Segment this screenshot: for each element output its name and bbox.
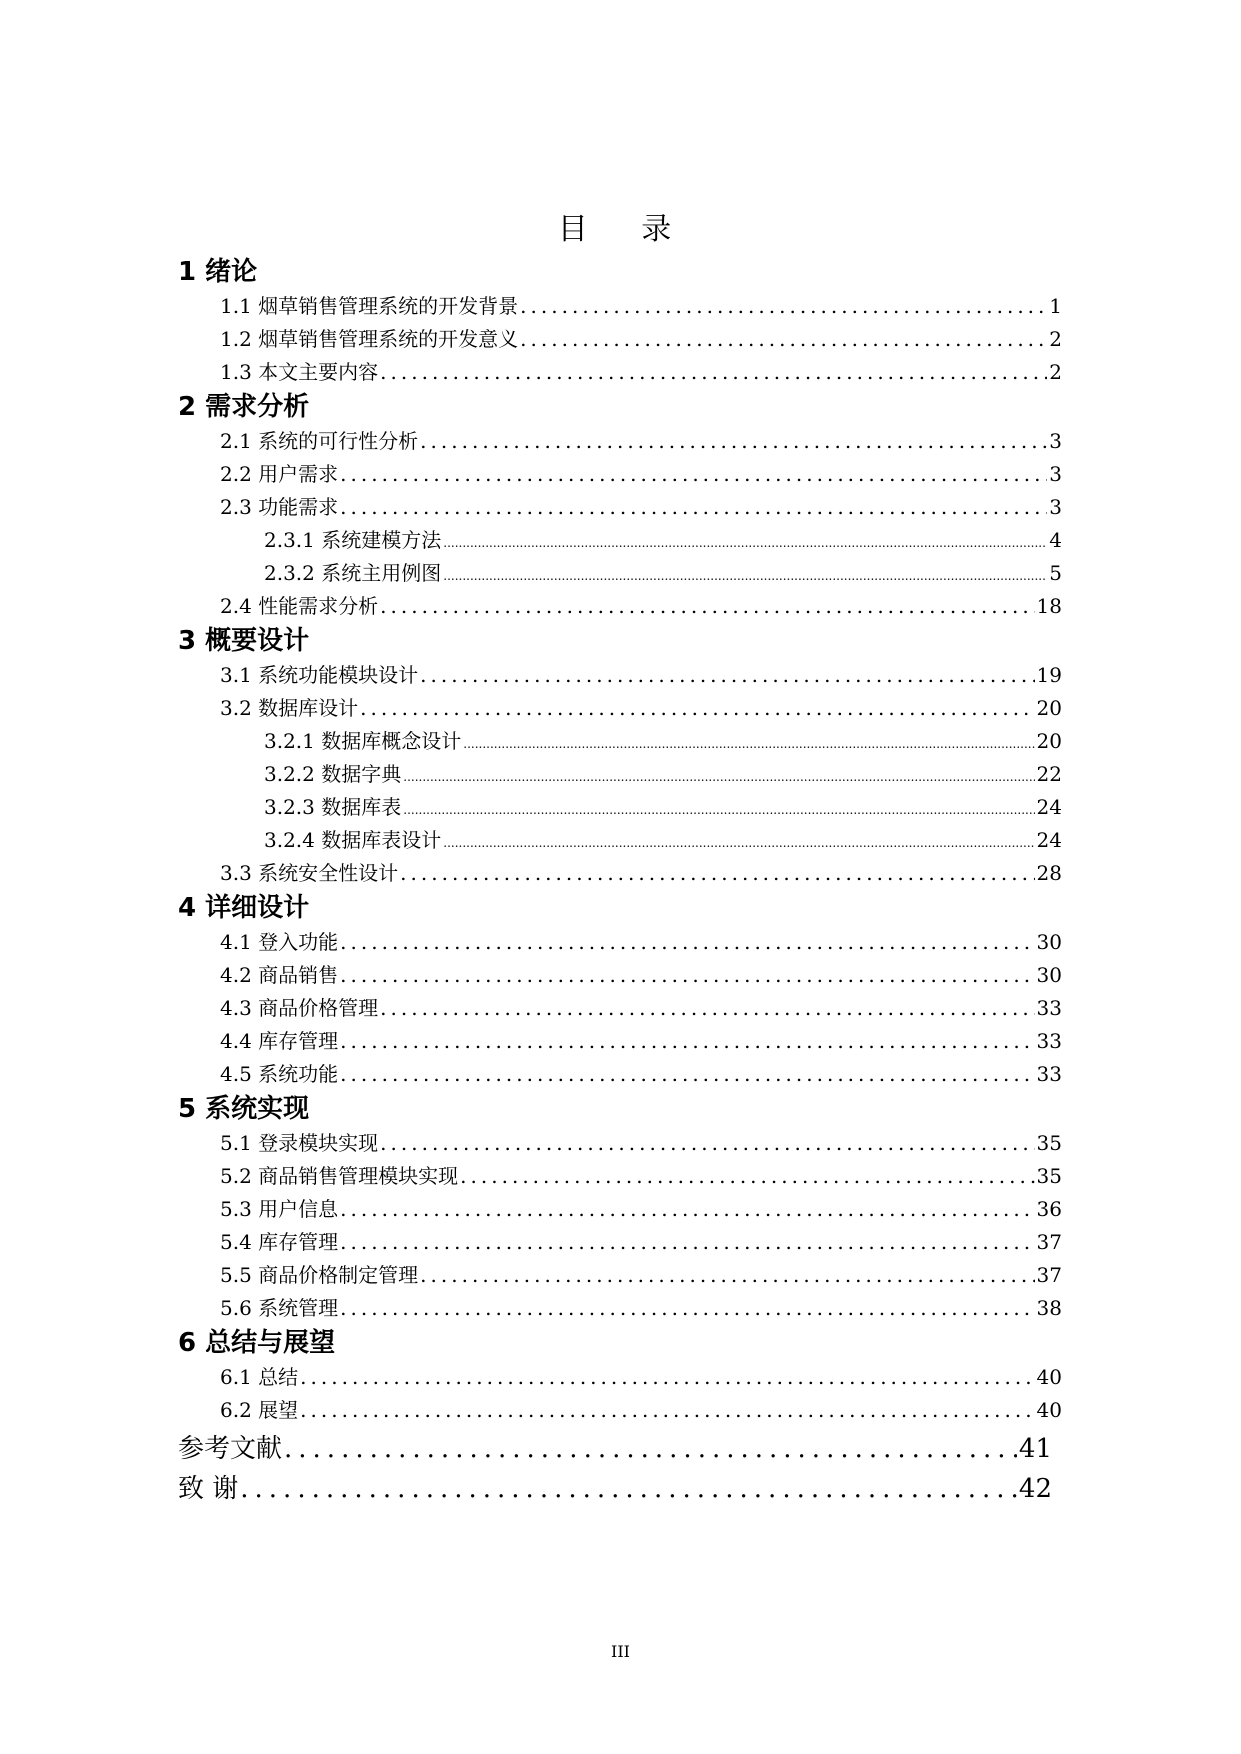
toc-entry-label: 1.1 烟草销售管理系统的开发背景 — [220, 294, 519, 318]
dot-leader — [520, 323, 1047, 356]
dot-leader — [420, 659, 1034, 692]
dot-leader — [284, 1429, 1017, 1469]
toc-entry-label: 致 谢 — [178, 1474, 239, 1504]
toc-entry-label: 5.3 用户信息 — [220, 1197, 339, 1221]
toc-entry — [178, 1127, 1062, 1160]
dot-leader — [380, 590, 1034, 623]
dot-leader — [380, 356, 1047, 389]
toc-entry — [178, 1226, 1062, 1259]
toc-entry-label: 1.2 烟草销售管理系统的开发意义 — [220, 327, 519, 351]
toc-entry — [178, 1058, 1062, 1091]
dot-leader — [443, 560, 1047, 593]
toc-entry — [178, 290, 1062, 323]
toc-entry-label: 4.3 商品价格管理 — [220, 996, 379, 1020]
toc-entry — [178, 992, 1062, 1025]
dot-leader — [420, 1259, 1034, 1292]
toc-entry — [178, 1193, 1062, 1226]
toc-entry-label: 3.2.4 数据库表设计 — [264, 828, 442, 852]
toc-entry-label: 3.2.3 数据库表 — [264, 795, 402, 819]
toc-entry — [178, 323, 1062, 356]
toc-entry — [178, 791, 1062, 824]
dot-leader — [403, 794, 1034, 827]
dot-leader — [380, 1127, 1034, 1160]
toc-entry-label: 4.2 商品销售 — [220, 963, 339, 987]
toc-entry-page-number: 40 — [1036, 1365, 1062, 1389]
toc-entry — [178, 425, 1062, 458]
dot-leader — [340, 926, 1034, 959]
toc-entry-page-number: 20 — [1036, 729, 1062, 753]
dot-leader — [340, 458, 1047, 491]
toc-entry-label: 2.4 性能需求分析 — [220, 594, 379, 618]
toc-entry-label: 2.2 用户需求 — [220, 462, 339, 486]
toc-entry-page-number: 28 — [1036, 861, 1062, 885]
toc-entry-page-number: 33 — [1036, 1029, 1062, 1053]
toc-entry-label: 4.5 系统功能 — [220, 1062, 339, 1086]
toc-entry-page-number: 33 — [1036, 1062, 1062, 1086]
toc-entry-page-number: 2 — [1049, 327, 1062, 351]
toc-entry-label: 5.6 系统管理 — [220, 1296, 339, 1320]
toc-entry-page-number: 30 — [1036, 930, 1062, 954]
toc-entry-label: 2.3.2 系统主用例图 — [264, 561, 442, 585]
toc-entry-label: 3.2 数据库设计 — [220, 696, 359, 720]
toc-entry — [178, 959, 1062, 992]
dot-leader — [443, 527, 1047, 560]
dot-leader — [463, 728, 1034, 761]
toc-entry-page-number: 38 — [1036, 1296, 1062, 1320]
toc-entry-page-number: 4 — [1049, 528, 1062, 552]
dot-leader — [400, 857, 1034, 890]
toc-entry-label: 6.1 总结 — [220, 1365, 299, 1389]
toc-entry — [178, 1160, 1062, 1193]
toc-entry-page-number: 37 — [1036, 1263, 1062, 1287]
toc-entry — [178, 1025, 1062, 1058]
toc-entry-page-number: 42 — [1018, 1474, 1052, 1504]
toc-entry — [178, 1429, 1052, 1469]
dot-leader — [420, 425, 1047, 458]
toc-entry-label: 5.2 商品销售管理模块实现 — [220, 1164, 459, 1188]
toc-entry — [178, 524, 1062, 557]
toc-entry-page-number: 30 — [1036, 963, 1062, 987]
toc-entry-page-number: 5 — [1049, 561, 1062, 585]
toc-entry — [178, 659, 1062, 692]
dot-leader — [240, 1469, 1017, 1509]
toc-entry-label: 2.3 功能需求 — [220, 495, 339, 519]
page-number: III — [611, 1642, 630, 1661]
toc-entry-label: 6.2 展望 — [220, 1398, 299, 1422]
toc-entry-page-number: 2 — [1049, 360, 1062, 384]
toc-entry — [178, 857, 1062, 890]
toc-entry — [178, 1292, 1062, 1325]
toc-entry-label: 参考文献 — [178, 1434, 283, 1464]
toc-entry-label: 2.3.1 系统建模方法 — [264, 528, 442, 552]
toc-entry-label: 5.5 商品价格制定管理 — [220, 1263, 419, 1287]
toc-entry-page-number: 35 — [1036, 1131, 1062, 1155]
dot-leader — [443, 827, 1034, 860]
dot-leader — [340, 491, 1047, 524]
toc-entry — [178, 926, 1062, 959]
dot-leader — [380, 992, 1034, 1025]
toc-entry-label: 3.2.1 数据库概念设计 — [264, 729, 462, 753]
toc-entry-page-number: 37 — [1036, 1230, 1062, 1254]
toc-chapter-heading: 5 系统实现 — [178, 1094, 310, 1124]
toc-entry-page-number: 20 — [1036, 696, 1062, 720]
toc-entry-label: 4.1 登入功能 — [220, 930, 339, 954]
toc-entry-label: 3.3 系统安全性设计 — [220, 861, 399, 885]
dot-leader — [340, 959, 1034, 992]
toc-entry — [178, 557, 1062, 590]
dot-leader — [403, 761, 1034, 794]
toc-entry — [178, 356, 1062, 389]
toc-entry — [178, 1469, 1052, 1509]
toc-entry-page-number: 33 — [1036, 996, 1062, 1020]
toc-entry — [178, 725, 1062, 758]
toc-entry-page-number: 3 — [1049, 462, 1062, 486]
dot-leader — [300, 1361, 1034, 1394]
toc-entry-page-number: 22 — [1036, 762, 1062, 786]
toc-entry — [178, 758, 1062, 791]
table-of-contents — [178, 254, 1062, 1509]
toc-entry-label: 4.4 库存管理 — [220, 1029, 339, 1053]
dot-leader — [360, 692, 1034, 725]
toc-entry — [178, 1259, 1062, 1292]
dot-leader — [340, 1226, 1034, 1259]
page-title: 目 录 — [557, 212, 694, 247]
toc-entry-page-number: 24 — [1036, 828, 1062, 852]
toc-entry-label: 1.3 本文主要内容 — [220, 360, 379, 384]
toc-entry — [178, 1361, 1062, 1394]
dot-leader — [300, 1394, 1034, 1427]
dot-leader — [340, 1025, 1034, 1058]
toc-entry-page-number: 24 — [1036, 795, 1062, 819]
toc-entry — [178, 458, 1062, 491]
toc-entry-label: 3.2.2 数据字典 — [264, 762, 402, 786]
toc-entry-page-number: 1 — [1049, 294, 1062, 318]
toc-entry-page-number: 3 — [1049, 429, 1062, 453]
toc-entry-page-number: 41 — [1018, 1434, 1052, 1464]
toc-chapter-heading: 1 绪论 — [178, 257, 258, 287]
toc-chapter-heading: 4 详细设计 — [178, 893, 310, 923]
toc-chapter-heading: 2 需求分析 — [178, 392, 310, 422]
toc-entry — [178, 491, 1062, 524]
dot-leader — [340, 1292, 1034, 1325]
toc-chapter-heading: 3 概要设计 — [178, 626, 310, 656]
toc-entry-page-number: 19 — [1036, 663, 1062, 687]
dot-leader — [340, 1058, 1034, 1091]
toc-entry — [178, 590, 1062, 623]
toc-entry-label: 2.1 系统的可行性分析 — [220, 429, 419, 453]
dot-leader — [460, 1160, 1034, 1193]
toc-entry-page-number: 40 — [1036, 1398, 1062, 1422]
toc-entry-page-number: 36 — [1036, 1197, 1062, 1221]
toc-entry-page-number: 3 — [1049, 495, 1062, 519]
toc-entry — [178, 824, 1062, 857]
dot-leader — [520, 290, 1047, 323]
toc-entry-label: 5.1 登录模块实现 — [220, 1131, 379, 1155]
toc-entry-label: 5.4 库存管理 — [220, 1230, 339, 1254]
toc-chapter-heading: 6 总结与展望 — [178, 1328, 336, 1358]
toc-entry — [178, 1394, 1062, 1427]
toc-entry-page-number: 35 — [1036, 1164, 1062, 1188]
toc-entry-page-number: 18 — [1036, 594, 1062, 618]
toc-entry — [178, 692, 1062, 725]
dot-leader — [340, 1193, 1034, 1226]
toc-entry-label: 3.1 系统功能模块设计 — [220, 663, 419, 687]
